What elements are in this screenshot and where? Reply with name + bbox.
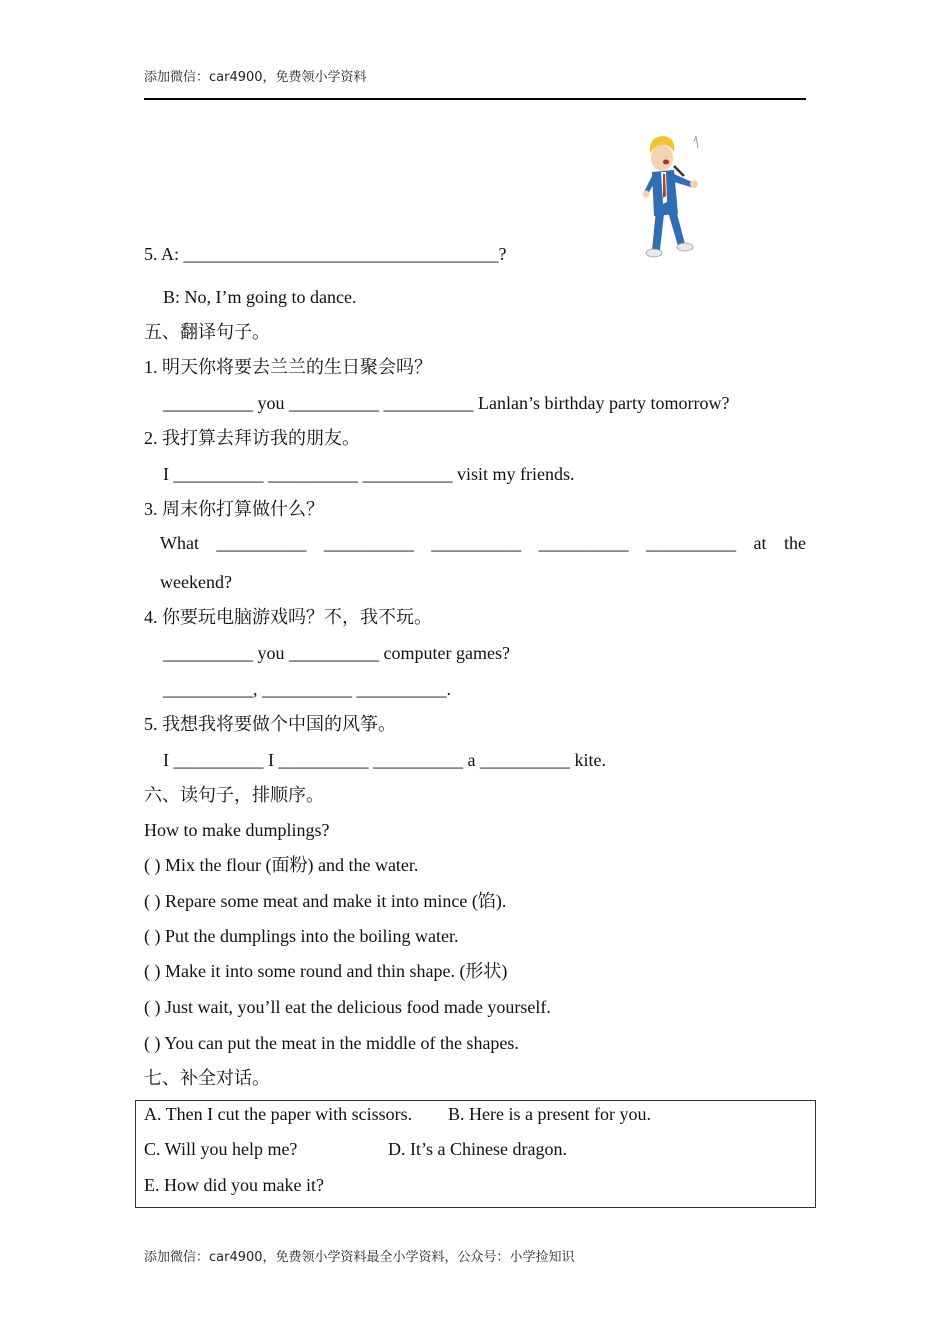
word: What — [160, 533, 199, 553]
blank: __________ — [538, 533, 629, 553]
word: at — [753, 533, 767, 553]
option-e: E. How did you make it? — [144, 1175, 324, 1195]
s5-item2-cn: 2. 我打算去拜访我的朋友。 — [144, 428, 360, 448]
option-b: B. Here is a present for you. — [448, 1104, 651, 1124]
section6-question: How to make dumplings? — [144, 820, 330, 840]
singing-boy-illustration — [630, 132, 710, 260]
blank: __________ — [216, 533, 307, 553]
blank: __________ — [323, 533, 414, 553]
s5-item4-en2: __________, __________ __________. — [163, 679, 451, 699]
s5-item3-en-cont: weekend? — [160, 572, 232, 592]
option-c: C. Will you help me? — [144, 1139, 298, 1159]
s6-step-5: ( ) Just wait, you’ll eat the delicious food made yourself. — [144, 997, 551, 1017]
section7-title: 七、补全对话。 — [144, 1068, 270, 1088]
section6-title: 六、读句子，排顺序。 — [144, 785, 324, 805]
s5-item3-en — [160, 533, 806, 554]
s5-item4-cn: 4. 你要玩电脑游戏吗？不，我不玩。 — [144, 607, 432, 627]
s6-step-4: ( ) Make it into some round and thin shape. (形状) — [144, 961, 508, 981]
s5-item3-cn: 3. 周末你打算做什么？ — [144, 499, 324, 519]
header-divider — [144, 98, 806, 100]
option-d: D. It’s a Chinese dragon. — [388, 1139, 567, 1159]
footer-note: 添加微信：car4900，免费领小学资料最全小学资料，公众号：小学捡知识 — [144, 1250, 575, 1265]
word: the — [783, 533, 806, 553]
s5-item1-cn: 1. 明天你将要去兰兰的生日聚会吗？ — [144, 357, 432, 377]
q5-b-line: B: No, I’m going to dance. — [163, 287, 357, 307]
s6-step-2: ( ) Repare some meat and make it into mince (馅). — [144, 891, 507, 911]
s5-item4-en: __________ you __________ computer games? — [163, 643, 510, 663]
s6-step-3: ( ) Put the dumplings into the boiling water. — [144, 926, 459, 946]
header-note: 添加微信：car4900，免费领小学资料 — [144, 70, 367, 85]
section5-title: 五、翻译句子。 — [144, 322, 270, 342]
s5-item2-en: I __________ __________ __________ visit my friends. — [163, 464, 575, 484]
s6-step-6: ( ) You can put the meat in the middle of the shapes. — [144, 1033, 519, 1053]
option-a: A. Then I cut the paper with scissors. — [144, 1104, 413, 1124]
blank: __________ — [431, 533, 522, 553]
s6-step-1: ( ) Mix the flour (面粉) and the water. — [144, 855, 419, 875]
s5-item5-cn: 5. 我想我将要做个中国的风筝。 — [144, 714, 396, 734]
blank: __________ — [646, 533, 737, 553]
s5-item5-en: I __________ I __________ __________ a __________ kite. — [163, 750, 606, 770]
s5-item1-en: __________ you __________ __________ Lanlan’s birthday party tomorrow? — [163, 393, 730, 413]
q5-a-line: 5. A: ___________________________________? — [144, 244, 507, 264]
